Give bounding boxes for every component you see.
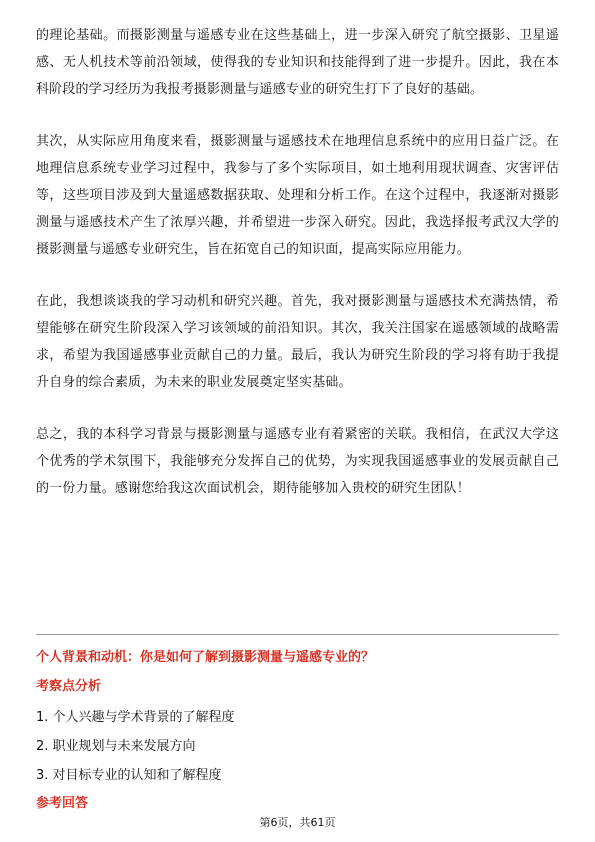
paragraph-practical-application: 其次，从实际应用角度来看，摄影测量与遥感技术在地理信息系统中的应用日益广泛。在地理信息系统专业学习过程中，我参与了多个实际项目，如土地利用现状调查、灾害评估等，这些项目涉及到大量遥感数据获取、处理和分析工作。在这个过程中，我逐渐对摄影测量与遥感技术产生了浓厚兴趣，并希望进一步深入研究。因此，我选择报考武汉大学的摄影测量与遥感专业研究生，旨在拓宽自己的知识面，提高实际应用能力。	[36, 134, 559, 257]
section-divider	[36, 634, 559, 635]
list-item: 3. 对目标专业的认知和了解程度	[36, 768, 222, 783]
list-item: 2. 职业规划与未来发展方向	[36, 739, 196, 754]
list-item: 1. 个人兴趣与学术背景的了解程度	[36, 710, 235, 725]
paragraph-spacer	[36, 396, 559, 421]
answer-heading: 参考回答	[36, 796, 89, 811]
paragraph-theory-foundation: 的理论基础。而摄影测量与遥感专业在这些基础上，进一步深入研究了航空摄影、卫星遥感、无人机技术等前沿领域，使得我的专业知识和技能得到了进一步提升。因此，我在本科阶段的学习经历为我报考摄影测量与遥感专业的研究生打下了良好的基础。	[36, 28, 559, 97]
paragraph-spacer	[36, 103, 559, 128]
page-number: 第6页，共61页	[259, 816, 336, 829]
analysis-list	[36, 703, 559, 790]
paragraph-conclusion: 总之，我的本科学习背景与摄影测量与遥感专业有着紧密的关联。我相信，在武汉大学这个优秀的学术氛围下，我能够充分发挥自己的优势，为实现我国遥感事业的发展贡献自己的一份力量。感谢您给我这次面试机会，期待能够加入贵校的研究生团队！	[36, 427, 559, 496]
document-body	[36, 22, 559, 502]
paragraph-motivation: 在此，我想谈谈我的学习动机和研究兴趣。首先，我对摄影测量与遥感技术充满热情，希望能够在研究生阶段深入学习该领域的前沿知识。其次，我关注国家在遥感领域的战略需求，希望为我国遥感事业贡献自己的力量。最后，我认为研究生阶段的学习将有助于我提升自身的综合素质，为未来的职业发展奠定坚实基础。	[36, 294, 559, 390]
question-heading: 个人背景和动机：你是如何了解到摄影测量与遥感专业的？	[36, 650, 375, 665]
analysis-heading: 考察点分析	[36, 679, 102, 694]
paragraph-spacer	[36, 263, 559, 288]
